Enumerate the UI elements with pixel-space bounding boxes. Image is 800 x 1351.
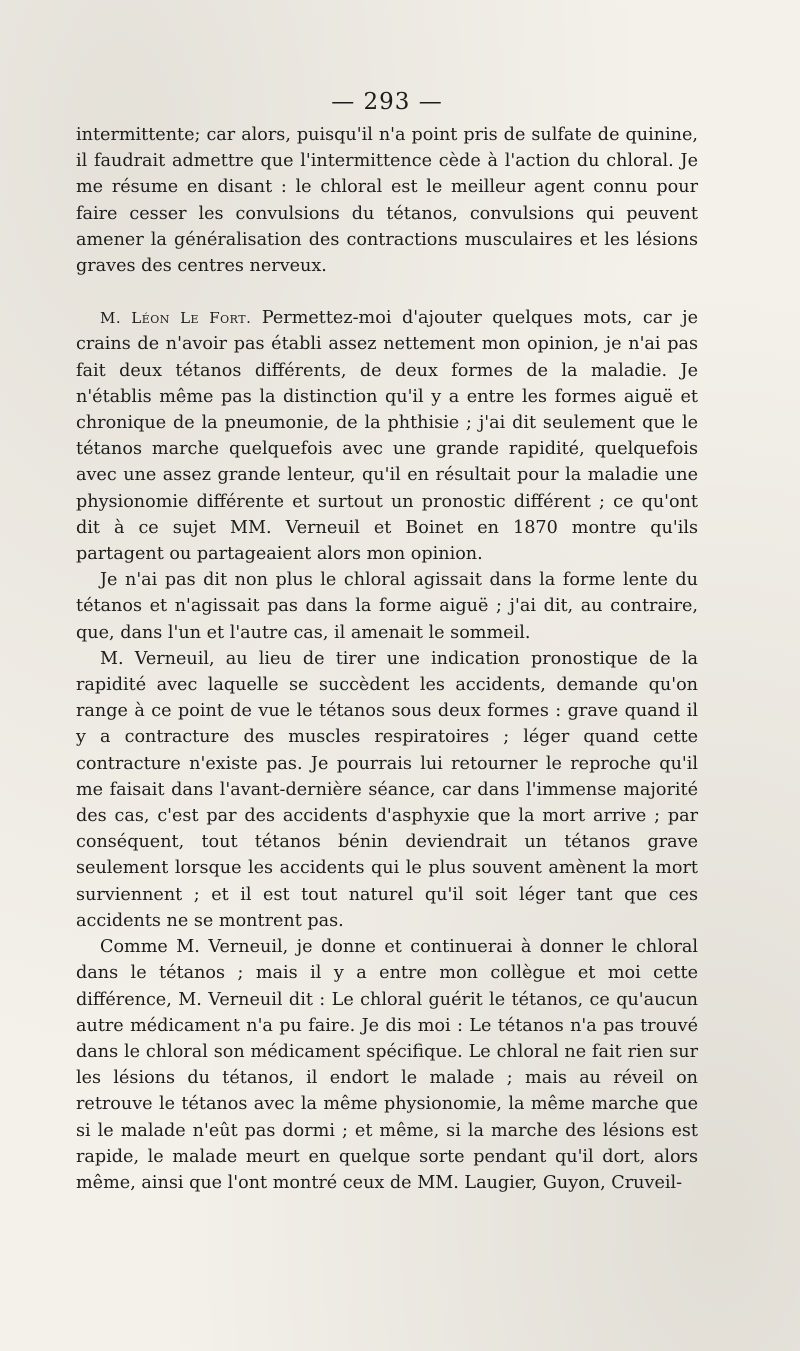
section-gap [76, 279, 698, 305]
intro-paragraph: intermittente; car alors, puisqu'il n'a point pris de sulfate de quinine, il faudrait admettre que l'intermittence cède à l'action du chloral. Je me résume en disant : le chloral est le meilleur agent connu pour faire cesser les convulsions du tétanos, convulsions qui peuvent amener la généralisation des contractions musculaires et les lésions graves des centres nerveux. [76, 125, 698, 277]
speech-paragraph-1 [76, 305, 698, 567]
page-number: — 293 — [331, 89, 443, 115]
speech-paragraph-3: M. Verneuil, au lieu de tirer une indication pronostique de la rapidité avec laquelle se succèdent les accidents, demande qu'on range à ce point de vue le tétanos sous deux formes : grave quand il y a contracture des muscles respiratoires ; léger quand cette contracture n'existe pas. Je pourrais lui retourner le reproche qu'il me faisait dans l'avant-dernière séance, car dans l'immense majorité des cas, c'est par des accidents d'asphyxie que la mort arrive ; par conséquent, tout tétanos bénin deviendrait un tétanos grave seulement lorsque les accidents qui le plus souvent amènent la mort surviennent ; et il est tout naturel qu'il soit léger tant que ces accidents ne se montrent pas. [76, 648, 698, 931]
speech-paragraph-2: Je n'ai pas dit non plus le chloral agissait dans la forme lente du tétanos et n'agissait pas dans la forme aiguë ; j'ai dit, au contraire, que, dans l'un et l'autre cas, il amenait le sommeil. [76, 570, 698, 643]
speech-paragraph-4: Comme M. Verneuil, je donne et continuerai à donner le chloral dans le tétanos ; mais il y a entre mon collègue et moi cette différence, M. Verneuil dit : Le chloral guérit le tétanos, ce qu'aucun autre médicament n'a pu faire. Je dis moi : Le tétanos n'a pas trouvé dans le chloral son médicament spécifique. Le chloral ne fait rien sur les lésions du tétanos, il endort le malade ; mais au réveil on retrouve le tétanos avec la même physionomie, la même marche que si le malade n'eût pas dormi ; et même, si la marche des lésions est rapide, le malade meurt en quelque sorte pendant qu'il dort, alors même, ainsi que l'ont montré ceux de MM. Laugier, Guyon, Cruveil- [76, 937, 698, 1193]
speaker-name: M. Léon Le Fort. [100, 309, 252, 328]
book-page [76, 84, 698, 1196]
speech-paragraph-1-text: Permettez-moi d'ajouter quelques mots, car je crains de n'avoir pas établi assez nettement mon opinion, je n'ai pas fait deux tétanos différents, de deux formes de la maladie. Je n'établis même pas la distinction qu'il y a entre les formes aiguë et chronique de la pneumonie, de la phthisie ; j'ai dit seulement que le tétanos marche quelquefois avec une grande rapidité, quelquefois avec une assez grande lenteur, qu'il en résultait pour la maladie une physionomie différente et surtout un pronostic différent ; ce qu'ont dit à ce sujet MM. Verneuil et Boinet en 1870 montre qu'ils partagent ou partageaient alors mon opinion. [76, 308, 698, 565]
